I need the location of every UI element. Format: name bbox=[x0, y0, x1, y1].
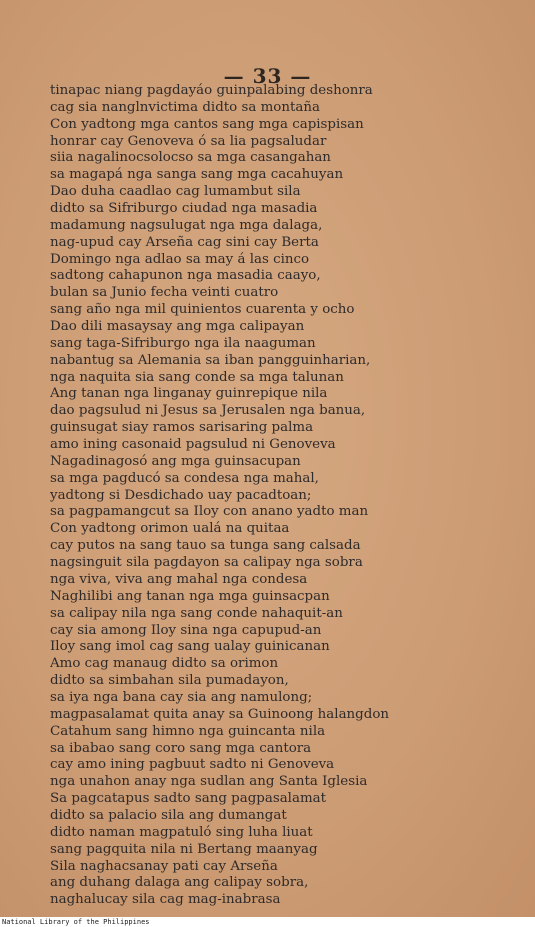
text-line: Ang tanan nga linganay guinrepique nila bbox=[50, 386, 328, 402]
text-line: honrar cay Genoveva ó sa lia pagsaludar bbox=[50, 133, 327, 149]
text-line: sadtong cahapunon nga masadia caayo, bbox=[50, 268, 321, 284]
text-line: Iloy sang imol cag sang ualay guinicanan bbox=[50, 639, 330, 655]
text-line: sa pagpamangcut sa Iloy con anano yadto man bbox=[50, 504, 369, 520]
text-line: Naghilibi ang tanan nga mga guinsacpan bbox=[50, 588, 330, 604]
text-line: sa mga pagducó sa condesa nga mahal, bbox=[50, 470, 319, 486]
text-line: didto sa palacio sila ang dumangat bbox=[50, 807, 287, 823]
text-line: sa iya nga bana cay sia ang namulong; bbox=[50, 689, 313, 705]
text-line: Sila naghacsanay pati cay Arseña bbox=[50, 858, 278, 874]
text-line: nagsinguit sila pagdayon sa calipay nga sobra bbox=[50, 555, 363, 571]
text-line: naghalucay sila cag mag-inabrasa bbox=[50, 892, 281, 908]
text-line: sa ibabao sang coro sang mga cantora bbox=[50, 740, 312, 756]
text-line: Dao dili masaysay ang mga calipayan bbox=[50, 319, 305, 335]
text-line: Con yadtong mga cantos sang mga capispisan bbox=[50, 116, 364, 132]
text-line: dao pagsulud ni Jesus sa Jerusalen nga banua, bbox=[50, 403, 366, 419]
text-line: ang duhang dalaga ang calipay sobra, bbox=[50, 875, 309, 891]
text-line: nga naquita sia sang conde sa mga talunan bbox=[50, 369, 344, 385]
text-line: sang pagquita nila ni Bertang maanyag bbox=[50, 841, 318, 857]
text-line: Catahum sang himno nga guincanta nila bbox=[50, 723, 326, 739]
text-line: sang año nga mil quinientos cuarenta y ocho bbox=[50, 302, 355, 318]
text-line: nga unahon anay nga sudlan ang Santa Iglesia bbox=[50, 774, 368, 790]
text-line: nag-upud cay Arseña cag sini cay Berta bbox=[50, 234, 319, 250]
text-line: yadtong si Desdichado uay pacadtoan; bbox=[50, 487, 312, 503]
text-line: amo ining casonaid pagsulud ni Genoveva bbox=[50, 437, 336, 453]
text-line: tinapac niang pagdayáo guinpalabing deshonra bbox=[50, 83, 373, 98]
library-credit: National Library of the Philippines bbox=[0, 917, 535, 927]
text-line: Sa pagcatapus sadto sang pagpasalamat bbox=[50, 791, 327, 807]
poem-text bbox=[50, 83, 480, 909]
text-line: didto naman magpatuló sing luha liuat bbox=[50, 824, 313, 840]
text-line: siia nagalinocsolocso sa mga casangahan bbox=[50, 150, 331, 166]
text-line: magpasalamat quita anay sa Guinoong halangdon bbox=[50, 706, 390, 722]
text-line: Domingo nga adlao sa may á las cinco bbox=[50, 251, 310, 267]
text-line: nabantug sa Alemania sa iban pangguinharian, bbox=[50, 352, 371, 368]
page-number: — 33 — bbox=[223, 64, 312, 88]
text-line: Con yadtong orimon ualá na quitaa bbox=[50, 521, 290, 537]
text-line: sa magapá nga sanga sang mga cacahuyan bbox=[50, 167, 344, 183]
text-line: sang taga-Sifriburgo nga ila naaguman bbox=[50, 335, 316, 351]
text-line: cag sia nanglnvictima didto sa montaña bbox=[50, 99, 320, 115]
text-line: guinsugat siay ramos sarisaring palma bbox=[50, 420, 314, 436]
text-line: sa calipay nila nga sang conde nahaquit-an bbox=[50, 605, 343, 621]
text-line: Dao duha caadlao cag lumambut sila bbox=[50, 184, 301, 200]
text-line: cay amo ining pagbuut sadto ni Genoveva bbox=[50, 757, 335, 773]
text-line: didto sa simbahan sila pumadayon, bbox=[50, 673, 289, 689]
text-line: Nagadinagosó ang mga guinsacupan bbox=[50, 453, 301, 469]
text-line: cay sia among Iloy sina nga capupud-an bbox=[50, 622, 322, 638]
text-line: Amo cag manaug didto sa orimon bbox=[50, 656, 279, 672]
text-line: madamung nagsulugat nga mga dalaga, bbox=[50, 217, 323, 233]
text-line: bulan sa Junio fecha veinti cuatro bbox=[50, 285, 279, 301]
text-line: didto sa Sifriburgo ciudad nga masadia bbox=[50, 201, 318, 217]
text-line: nga viva, viva ang mahal nga condesa bbox=[50, 571, 308, 587]
text-line: cay putos na sang tauo sa tunga sang calsada bbox=[50, 538, 361, 554]
